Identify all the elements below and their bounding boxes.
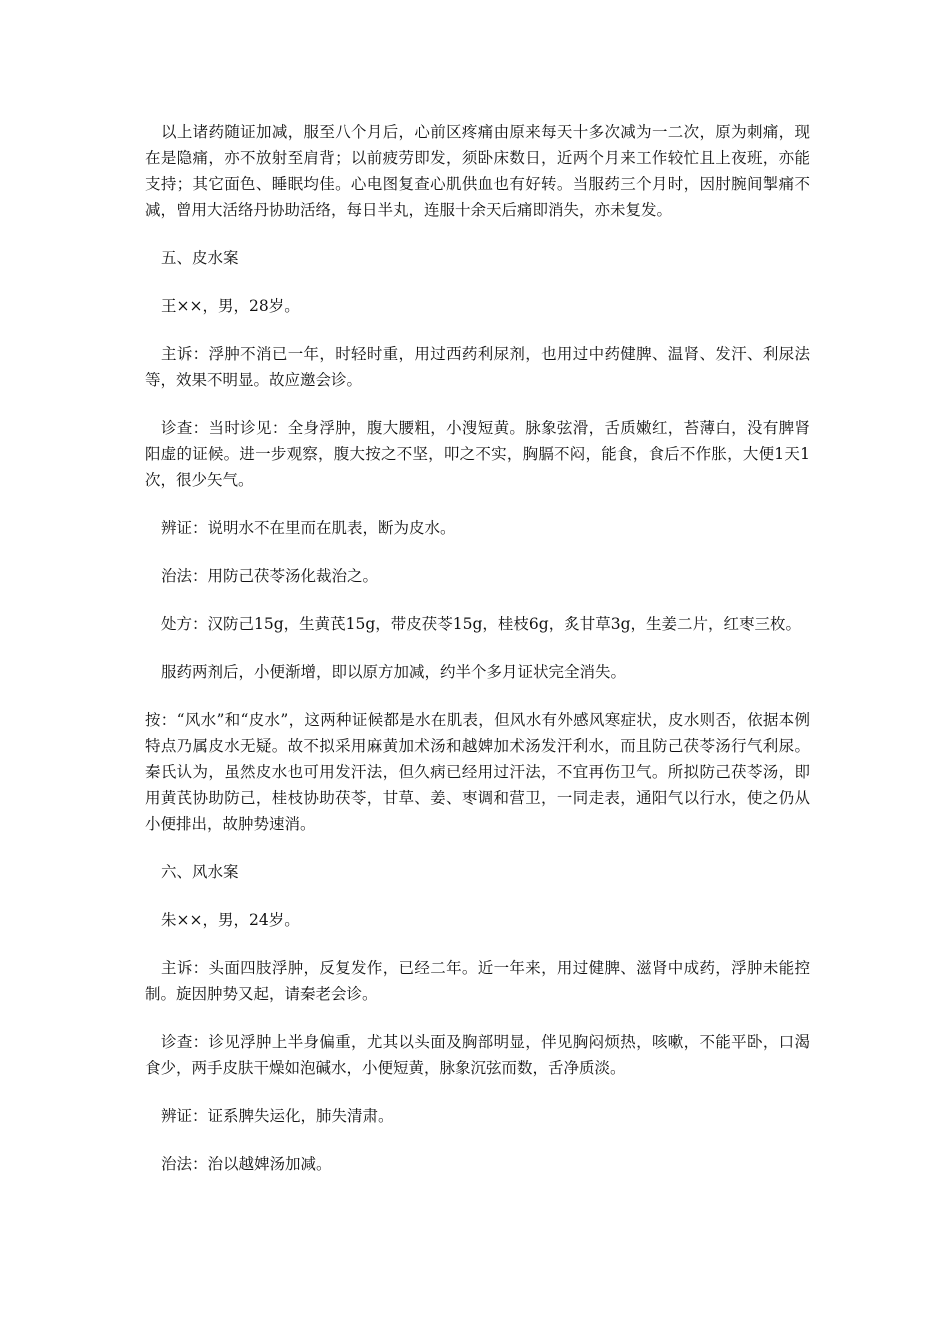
paragraph-treatment-progress: 以上诸药随证加减，服至八个月后，心前区疼痛由原来每天十多次减为一二次，原为刺痛，现在是隐痛，亦不放射至肩背；以前疲劳即发，须卧床数日，近两个月来工作较忙且上夜班，亦能支持；其它面色、睡眠均佳。心电图复查心肌供血也有好转。当服药三个月时，因肘腕间掣痛不减，曾用大活络丹协助活络，每日半丸，连服十余天后痛即消失，亦未复发。	[145, 123, 810, 219]
chief-complaint: 主诉：头面四肢浮肿，反复发作，已经二年。近一年来，用过健脾、滋肾中成药，浮肿未能控制。旋因肿势又起，请秦老会诊。	[145, 959, 810, 1003]
examination: 诊查：当时诊见：全身浮肿，腹大腰粗，小溲短黄。脉象弦滑，舌质嫩红，苔薄白，没有脾肾阳虚的证候。进一步观察，腹大按之不坚，叩之不实，胸膈不闷，能食，食后不作胀，大便1天1次，很少矢气。	[145, 419, 810, 489]
section-heading-pishui-case: 五、皮水案	[161, 249, 239, 267]
diagnosis: 辨证：说明水不在里而在肌表，断为皮水。	[161, 519, 456, 537]
treatment-method: 治法：治以越婢汤加减。	[161, 1155, 332, 1173]
document-body	[145, 119, 810, 1199]
section-heading-fengshui-case: 六、风水案	[161, 863, 239, 881]
outcome: 服药两剂后，小便渐增，即以原方加减，约半个多月证状完全消失。	[161, 663, 627, 681]
chief-complaint: 主诉：浮肿不消已一年，时轻时重，用过西药利尿剂，也用过中药健脾、温肾、发汗、利尿法等，效果不明显。故应邀会诊。	[145, 345, 810, 389]
patient-info: 朱××，男，24岁。	[161, 911, 300, 929]
prescription: 处方：汉防己15g，生黄芪15g，带皮茯苓15g，桂枝6g，炙甘草3g，生姜二片，红枣三枚。	[161, 615, 802, 633]
diagnosis: 辨证：证系脾失运化，肺失清肃。	[161, 1107, 394, 1125]
commentary: 按：“风水”和“皮水”，这两种证候都是水在肌表，但风水有外感风寒症状，皮水则否，依据本例特点乃属皮水无疑。故不拟采用麻黄加术汤和越婢加术汤发汗利水，而且防己茯苓汤行气利尿。秦氏认为，虽然皮水也可用发汗法，但久病已经用过汗法，不宜再伤卫气。所拟防己茯苓汤，即用黄芪协助防己，桂枝协助茯苓，甘草、姜、枣调和营卫，一同走表，通阳气以行水，使之仍从小便排出，故肿势速消。	[145, 711, 810, 833]
treatment-method: 治法：用防己茯苓汤化裁治之。	[161, 567, 379, 585]
patient-info: 王××，男，28岁。	[161, 297, 300, 315]
examination: 诊查：诊见浮肿上半身偏重，尤其以头面及胸部明显，伴见胸闷烦热，咳嗽，不能平卧，口渴食少，两手皮肤干燥如泡碱水，小便短黄，脉象沉弦而数，舌净质淡。	[145, 1033, 810, 1077]
